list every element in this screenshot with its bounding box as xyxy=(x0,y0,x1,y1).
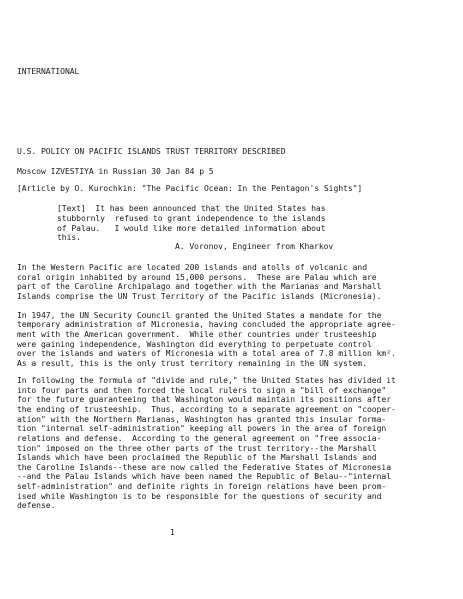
paragraph-line: ised while Washington is to be responsible for the questions of security and xyxy=(17,492,382,501)
paragraph-line: tion" imposed on the three other parts of the trust territory--the Marshall xyxy=(17,444,377,453)
paragraph-line: tion "internal self-administration" keeping all powers in the area of foreign xyxy=(17,424,387,433)
intro-line: stubbornly refused to grant independence to the islands xyxy=(57,214,326,223)
paragraph-line: ation" with the Northern Marianas, Washington has granted this insular forma- xyxy=(17,415,387,424)
headline: U.S. POLICY ON PACIFIC ISLANDS TRUST TERRITORY DESCRIBED xyxy=(17,147,286,156)
source-line: Moscow IZVESTIYA in Russian 30 Jan 84 p 5 xyxy=(17,167,214,176)
intro-line: this. xyxy=(57,233,81,242)
paragraph-line: Islands which have been proclaimed the Republic of the Marshall Islands and xyxy=(17,453,377,462)
paragraph-line: coral origin inhabited by around 15,000 persons. These are Palau which are xyxy=(17,273,377,282)
paragraph-line: for the future guaranteeing that Washington would maintain its positions after xyxy=(17,395,391,404)
section-label: INTERNATIONAL xyxy=(17,67,80,76)
paragraph-line: into four parts and then forced the local rulers to sign a "bill of exchange" xyxy=(17,386,387,395)
paragraph-line: In following the formula of "divide and rule," the United States has divided it xyxy=(17,376,396,385)
paragraph-line: the Caroline Islands--these are now called the Federative States of Micronesia xyxy=(17,463,391,472)
intro-line: of Palau. I would like more detailed information about xyxy=(57,224,326,233)
page-number: 1 xyxy=(170,528,175,537)
paragraph-line: ment with the American government. While other countries under trusteeship xyxy=(17,330,377,339)
paragraph-line: Islands comprise the UN Trust Territory of the Pacific islands (Micronesia). xyxy=(17,292,382,301)
paragraph-line: As a result, this is the only trust territory remaining in the UN system. xyxy=(17,359,368,368)
intro-line: [Text] It has been announced that the United States has xyxy=(57,204,326,213)
paragraph-line: defense. xyxy=(17,501,56,510)
reader-signature: A. Voronov, Engineer from Kharkov xyxy=(175,242,334,251)
paragraph-line: the ending of trusteeship. Thus, according to a separate agreement on "cooper- xyxy=(17,405,396,414)
paragraph-line: part of the Caroline Archipalago and together with the Marianas and Marshall xyxy=(17,282,382,291)
paragraph-line: self-administration" and definite rights in foreign relations have been prom- xyxy=(17,482,387,491)
paragraph-line: were gaining independence, Washington did everything to perpetuate control xyxy=(17,340,372,349)
paragraph-line: In 1947, the UN Security Council granted the United States a mandate for the xyxy=(17,311,382,320)
paragraph-line: relations and defense. According to the general agreement on "free associa- xyxy=(17,434,382,443)
byline: [Article by O. Kurochkin: "The Pacific Ocean: In the Pentagon's Sights"] xyxy=(17,184,363,193)
paragraph-line: temporary administration of Micronesia, having concluded the appropriate agree- xyxy=(17,320,396,329)
paragraph-line: --and the Palau Islands which have been named the Republic of Belau--"internal xyxy=(17,472,391,481)
paragraph-line: In the Western Pacific are located 200 islands and atolls of volcanic and xyxy=(17,263,368,272)
paragraph-line: over the islands and waters of Micronesia with a total area of 7.8 million km². xyxy=(17,349,396,358)
